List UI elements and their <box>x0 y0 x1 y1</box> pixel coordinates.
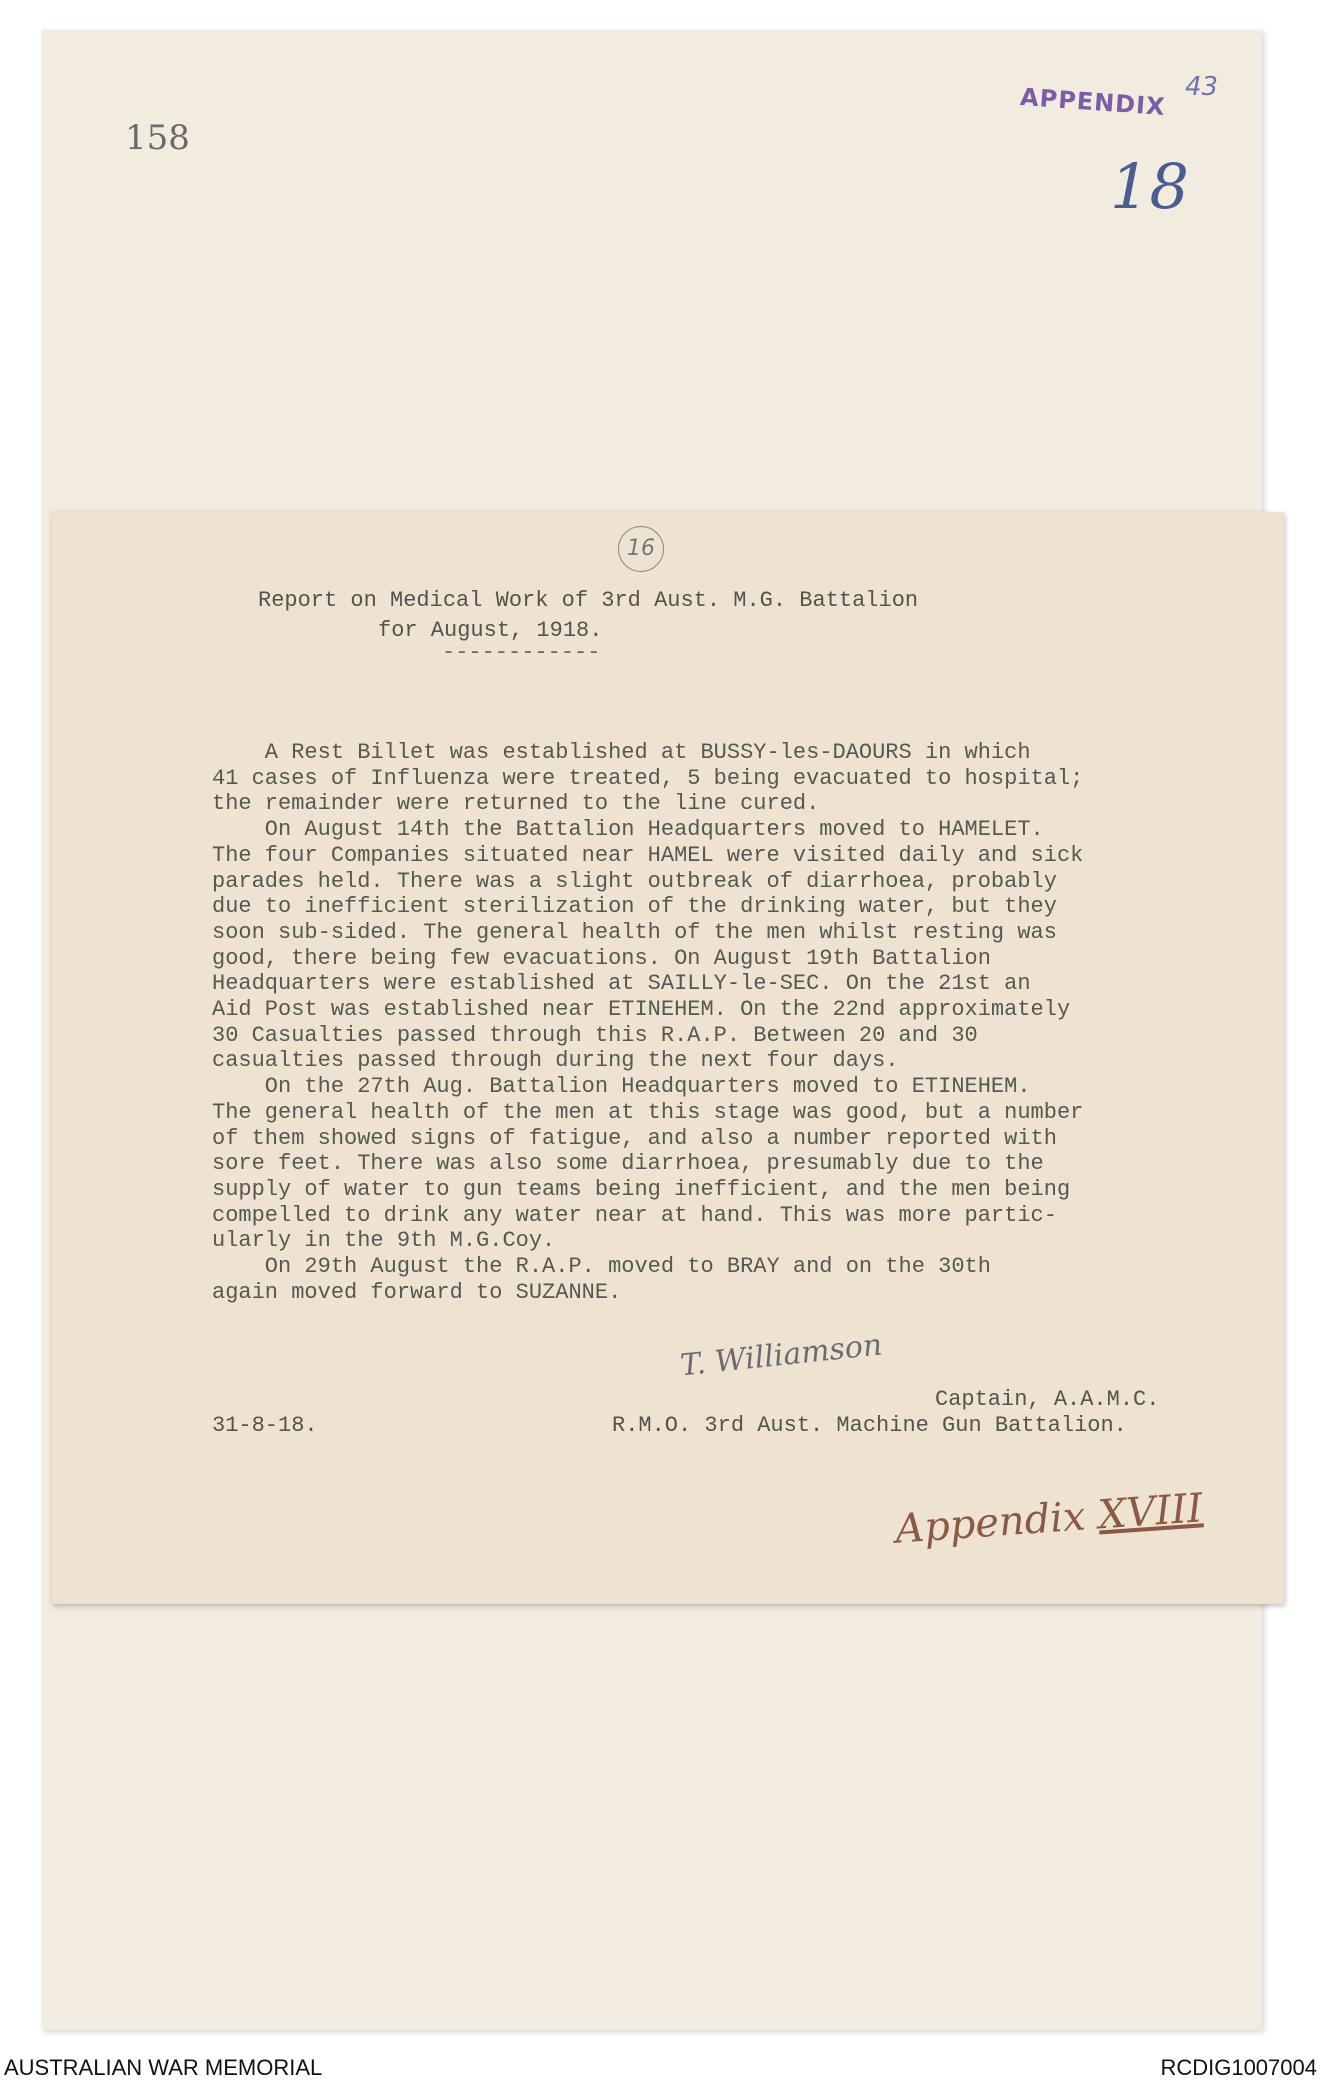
footer-institution: AUSTRALIAN WAR MEMORIAL <box>4 2055 323 2080</box>
report-title: Report on Medical Work of 3rd Aust. M.G. Battalion <box>258 588 919 613</box>
page-number: 158 <box>125 118 190 158</box>
folio-number: 16 <box>618 526 664 572</box>
pencil-number: 18 <box>1110 150 1189 223</box>
handwritten-signature: T. Williamson <box>678 1327 884 1384</box>
appendix-word: Appendix <box>893 1493 1088 1553</box>
report-subtitle: for August, 1918. <box>378 618 603 643</box>
title-underline: ------------ <box>442 640 601 665</box>
signatory-role: R.M.O. 3rd Aust. Machine Gun Battalion. <box>612 1413 1127 1438</box>
report-body: A Rest Billet was established at BUSSY-les-DAOURS in which 41 cases of Influenza were treated, 5 being evacuated to hospital; the remainder were returned to the line cured. On August 14th the Battalion Headquarters moved to HAMELET. The four Companies situated near HAMEL were visited daily and sick parades held. There was a slight outbreak of diarrhoea, probably due to inefficient sterilization of the drinking water, but they soon sub-sided. The general health of the men whilst resting was good, there being few evacuations. On August 19th Battalion Headquarters were established at SAILLY-le-SEC. On the 21st an Aid Post was established near ETINEHEM. On the 22nd approximately 30 Casualties passed through this R.A.P. Between 20 and 30 casualties passed through during the next four days. On the 27th Aug. Battalion Headquarters moved to ETINEHEM. The general health of the men at this stage was good, but a number of them showed signs of fatigue, and also a number reported with sore feet. There was also some diarrhoea, presumably due to the supply of water to gun teams being inefficient, and the men being compelled to drink any water near at hand. This was more partic- ularly in the 9th M.G.Coy. On 29th August the R.A.P. moved to BRAY and on the 30th again moved forward to SUZANNE. <box>212 740 1084 1305</box>
footer-record-id: RCDIG1007004 <box>1160 2055 1317 2080</box>
appendix-roman-numeral: XVIII <box>1096 1485 1205 1539</box>
report-date: 31-8-18. <box>212 1413 318 1438</box>
appendix-stamp: APPENDIX <box>1019 82 1167 122</box>
signatory-title: Captain, A.A.M.C. <box>935 1387 1160 1412</box>
stamp-number: 43 <box>1185 72 1219 102</box>
